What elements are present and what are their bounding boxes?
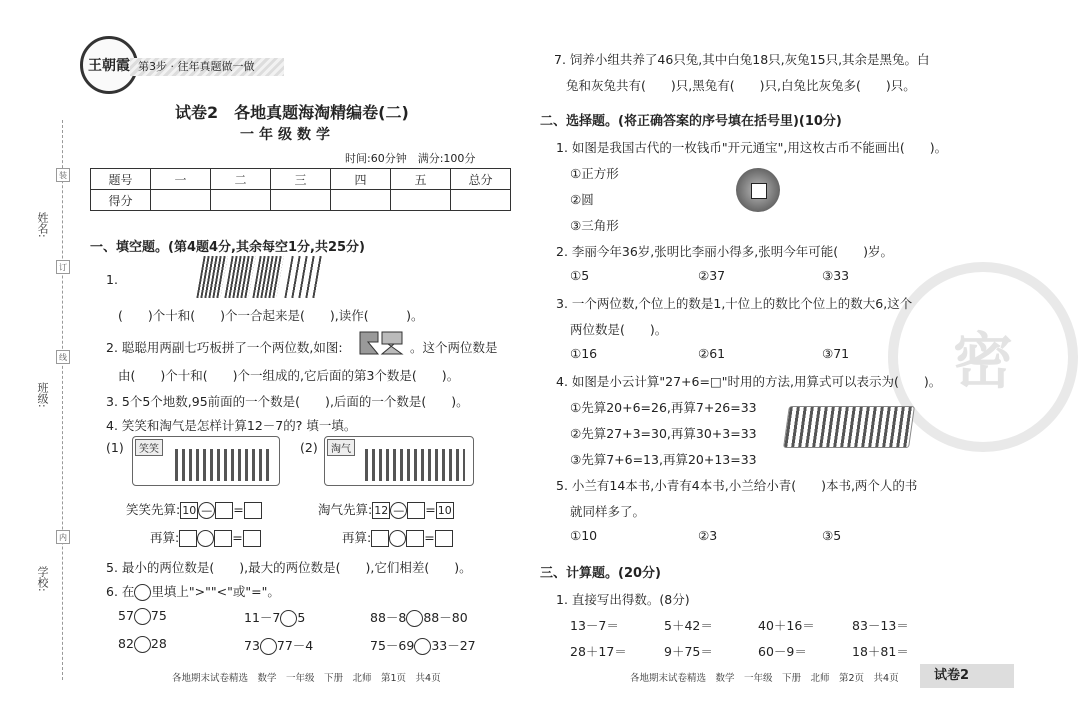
- answer-box[interactable]: [215, 502, 233, 519]
- side-label-name: 姓名:: [36, 212, 49, 238]
- binding-line: [62, 120, 63, 680]
- question-text: 5. 最小的两位数是( ),最大的两位数是( ),它们相差( )。: [106, 560, 472, 575]
- score-table: [90, 168, 511, 211]
- panel-tag: 笑笑: [135, 439, 163, 456]
- calc-item[interactable]: 83－13＝: [852, 618, 909, 633]
- sub-number: (2): [300, 440, 318, 455]
- question-text: 7. 饲养小组共养了46只兔,其中白兔18只,灰兔15只,其余是黑兔。白: [554, 52, 930, 67]
- question-text: 3. 一个两位数,个位上的数是1,十位上的数比个位上的数大6,这个: [556, 296, 913, 311]
- answer-box[interactable]: [243, 530, 261, 547]
- calc-item[interactable]: 13－7＝: [570, 618, 619, 633]
- compare-value: 5: [297, 610, 306, 625]
- compare-circle[interactable]: [134, 636, 151, 653]
- compare-row: [370, 608, 468, 627]
- compare-circle[interactable]: [134, 608, 151, 625]
- sticks-panel-xiaoxiao: [132, 436, 280, 486]
- answer-box[interactable]: [435, 530, 453, 547]
- question-text: 2. 聪聪用两副七巧板拼了一个两位数,如图:: [106, 340, 343, 355]
- question-text: 由( )个十和( )个一组成的,它后面的第3个数是( )。: [118, 368, 460, 383]
- coin-image: [736, 168, 780, 212]
- side-label-school: 学校:: [36, 566, 49, 592]
- option[interactable]: ③三角形: [570, 218, 619, 233]
- equation-label: 再算:: [342, 530, 372, 545]
- table-cell: 三: [271, 169, 331, 190]
- score-input-cell[interactable]: [331, 190, 391, 211]
- compare-value: 75－69: [370, 638, 415, 653]
- compare-circle[interactable]: [280, 610, 297, 627]
- table-cell: 二: [211, 169, 271, 190]
- option[interactable]: ③33: [822, 268, 850, 283]
- question-text: 3. 5个5个地数,95前面的一个数是( ),后面的一个数是( )。: [106, 394, 469, 409]
- question-text: ( )个十和( )个一合起来是( ),读作( )。: [118, 308, 424, 323]
- table-cell: 五: [391, 169, 451, 190]
- option[interactable]: ①5: [570, 268, 590, 283]
- single-sticks: [284, 256, 325, 298]
- table-cell: 总分: [451, 169, 511, 190]
- compare-circle-sample: [134, 584, 151, 601]
- option[interactable]: ①正方形: [570, 166, 619, 181]
- option[interactable]: ①先算20+6=26,再算7+26=33: [570, 400, 757, 415]
- compare-value: 33－27: [431, 638, 476, 653]
- question-text: 1. 直接写出得数。(8分): [556, 592, 690, 607]
- table-cell: 一: [151, 169, 211, 190]
- side-mark: 线: [56, 350, 70, 364]
- compare-row: [118, 608, 167, 625]
- score-input-cell[interactable]: [391, 190, 451, 211]
- answer-box[interactable]: [407, 502, 425, 519]
- question-text-part: 6. 在: [106, 584, 135, 599]
- section-choice: 二、选择题。(将正确答案的序号填在括号里)(10分): [540, 114, 842, 129]
- equals-sign: =: [425, 502, 436, 517]
- compare-value: 77－4: [276, 638, 314, 653]
- compare-value: 28: [150, 636, 167, 651]
- sub-number: (1): [106, 440, 124, 455]
- option[interactable]: ②圆: [570, 192, 594, 207]
- answer-box[interactable]: [244, 502, 262, 519]
- compare-value: 11－7: [244, 610, 281, 625]
- compare-value: 73: [244, 638, 260, 653]
- operator-circle: —: [390, 502, 407, 519]
- table-cell: 得分: [91, 190, 151, 211]
- answer-box[interactable]: [214, 530, 232, 547]
- compare-row: [370, 636, 476, 655]
- section-calc: 三、计算题。(20分): [540, 566, 661, 581]
- table-cell: 四: [331, 169, 391, 190]
- calc-item[interactable]: 5＋42＝: [664, 618, 713, 633]
- answer-box[interactable]: [179, 530, 197, 547]
- sticks-image: [783, 406, 915, 448]
- equation-row: [126, 500, 262, 519]
- question-text: [106, 582, 280, 601]
- compare-value: 75: [150, 608, 167, 623]
- score-input-cell[interactable]: [151, 190, 211, 211]
- page-footer: 各地期末试卷精选 数学 一年级 下册 北师 第1页 共4页: [172, 673, 441, 684]
- table-cell: 题号: [91, 169, 151, 190]
- calc-item[interactable]: 40＋16＝: [758, 618, 815, 633]
- option[interactable]: ③5: [822, 528, 842, 543]
- calc-item[interactable]: 9＋75＝: [664, 644, 713, 659]
- table-row: [91, 169, 511, 190]
- compare-circle[interactable]: [260, 638, 277, 655]
- option[interactable]: ①10: [570, 528, 598, 543]
- page-footer: 各地期末试卷精选 数学 一年级 下册 北师 第2页 共4页: [630, 673, 899, 684]
- option[interactable]: ②先算27+3=30,再算30+3=33: [570, 426, 757, 441]
- stick-bundle: [224, 256, 255, 298]
- page-subtitle: 一年级数学: [240, 127, 335, 143]
- equals-sign: =: [424, 530, 435, 545]
- section-fill-blank: 一、填空题。(第4题4分,其余每空1分,共25分): [90, 240, 365, 255]
- panel-tag: 淘气: [327, 439, 355, 456]
- option[interactable]: ②61: [698, 346, 726, 361]
- stick-bundle: [252, 256, 283, 298]
- page-tag: 试卷2: [920, 664, 1014, 688]
- question-text: 兔和灰兔共有( )只,黑兔有( )只,白兔比灰兔多( )只。: [566, 78, 916, 93]
- sticks-panel-taoqi: [324, 436, 474, 486]
- given-box: 10: [182, 504, 197, 517]
- brand-seal: 王朝霞: [80, 36, 138, 94]
- option[interactable]: ②37: [698, 268, 726, 283]
- side-mark: 装: [56, 168, 70, 182]
- compare-value: 88－80: [423, 610, 468, 625]
- question-text: 1. 如图是我国古代的一枚钱币"开元通宝",用这枚古币不能画出( )。: [556, 140, 948, 155]
- answer-box[interactable]: [371, 530, 389, 547]
- equation-row: [342, 528, 453, 547]
- equals-sign: =: [232, 530, 243, 545]
- compare-value: 82: [118, 636, 134, 651]
- side-mark: 订: [56, 260, 70, 274]
- given-box: 10: [437, 504, 452, 517]
- score-input-cell[interactable]: [211, 190, 271, 211]
- question-text: 两位数是( )。: [570, 322, 668, 337]
- operator-circle[interactable]: [197, 530, 214, 547]
- stick-bundle: [196, 256, 227, 298]
- option[interactable]: ③71: [822, 346, 850, 361]
- exam-meta: 时间:60分钟 满分:100分: [345, 152, 476, 165]
- score-input-cell[interactable]: [271, 190, 331, 211]
- equation-label: 淘气先算:: [318, 502, 373, 517]
- page-title: 试卷2 各地真题海淘精编卷(二): [175, 103, 409, 122]
- compare-circle[interactable]: [406, 610, 423, 627]
- operator-circle[interactable]: [389, 530, 406, 547]
- step-banner: 第3步 · 往年真题做一做: [130, 58, 284, 76]
- question-text: 4. 笑笑和淘气是怎样计算12－7的? 填一填。: [106, 418, 357, 433]
- watermark: 密: [888, 262, 1078, 452]
- stick-bundles-image: [200, 256, 320, 298]
- answer-box[interactable]: [406, 530, 424, 547]
- compare-row: [118, 636, 167, 653]
- table-row: [91, 190, 511, 211]
- side-mark: 内: [56, 530, 70, 544]
- equation-label: 笑笑先算:: [126, 502, 181, 517]
- compare-value: 57: [118, 608, 134, 623]
- question-text: 2. 李丽今年36岁,张明比李丽小得多,张明今年可能( )岁。: [556, 244, 894, 259]
- equation-row: [318, 500, 454, 519]
- sticks-group: [365, 449, 465, 481]
- equation-row: [150, 528, 261, 547]
- score-input-cell[interactable]: [451, 190, 511, 211]
- question-text-part: 里填上">""<"或"="。: [151, 584, 280, 599]
- equals-sign: =: [233, 502, 244, 517]
- compare-value: 88－8: [370, 610, 407, 625]
- calc-item[interactable]: 28＋17＝: [570, 644, 627, 659]
- question-text: 。这个两位数是: [410, 340, 498, 355]
- calc-item[interactable]: 60－9＝: [758, 644, 807, 659]
- tangram-number-image: [358, 330, 406, 356]
- compare-row: [244, 608, 305, 627]
- option[interactable]: ③先算7+6=13,再算20+13=33: [570, 452, 757, 467]
- sticks-group: [175, 449, 271, 481]
- question-number: 1.: [106, 272, 118, 287]
- question-text: 4. 如图是小云计算"27+6=□"时用的方法,用算式可以表示为( )。: [556, 374, 942, 389]
- question-text: 5. 小兰有14本书,小青有4本书,小兰给小青( )本书,两个人的书: [556, 478, 918, 493]
- equation-label: 再算:: [150, 530, 180, 545]
- operator-circle: —: [198, 502, 215, 519]
- given-box: 12: [374, 504, 389, 517]
- option[interactable]: ①16: [570, 346, 598, 361]
- question-text: 就同样多了。: [570, 504, 646, 519]
- compare-circle[interactable]: [414, 638, 431, 655]
- side-label-class: 班级:: [36, 382, 49, 408]
- coin-hole: [751, 183, 767, 199]
- option[interactable]: ②3: [698, 528, 718, 543]
- compare-row: [244, 636, 313, 655]
- calc-item[interactable]: 18＋81＝: [852, 644, 909, 659]
